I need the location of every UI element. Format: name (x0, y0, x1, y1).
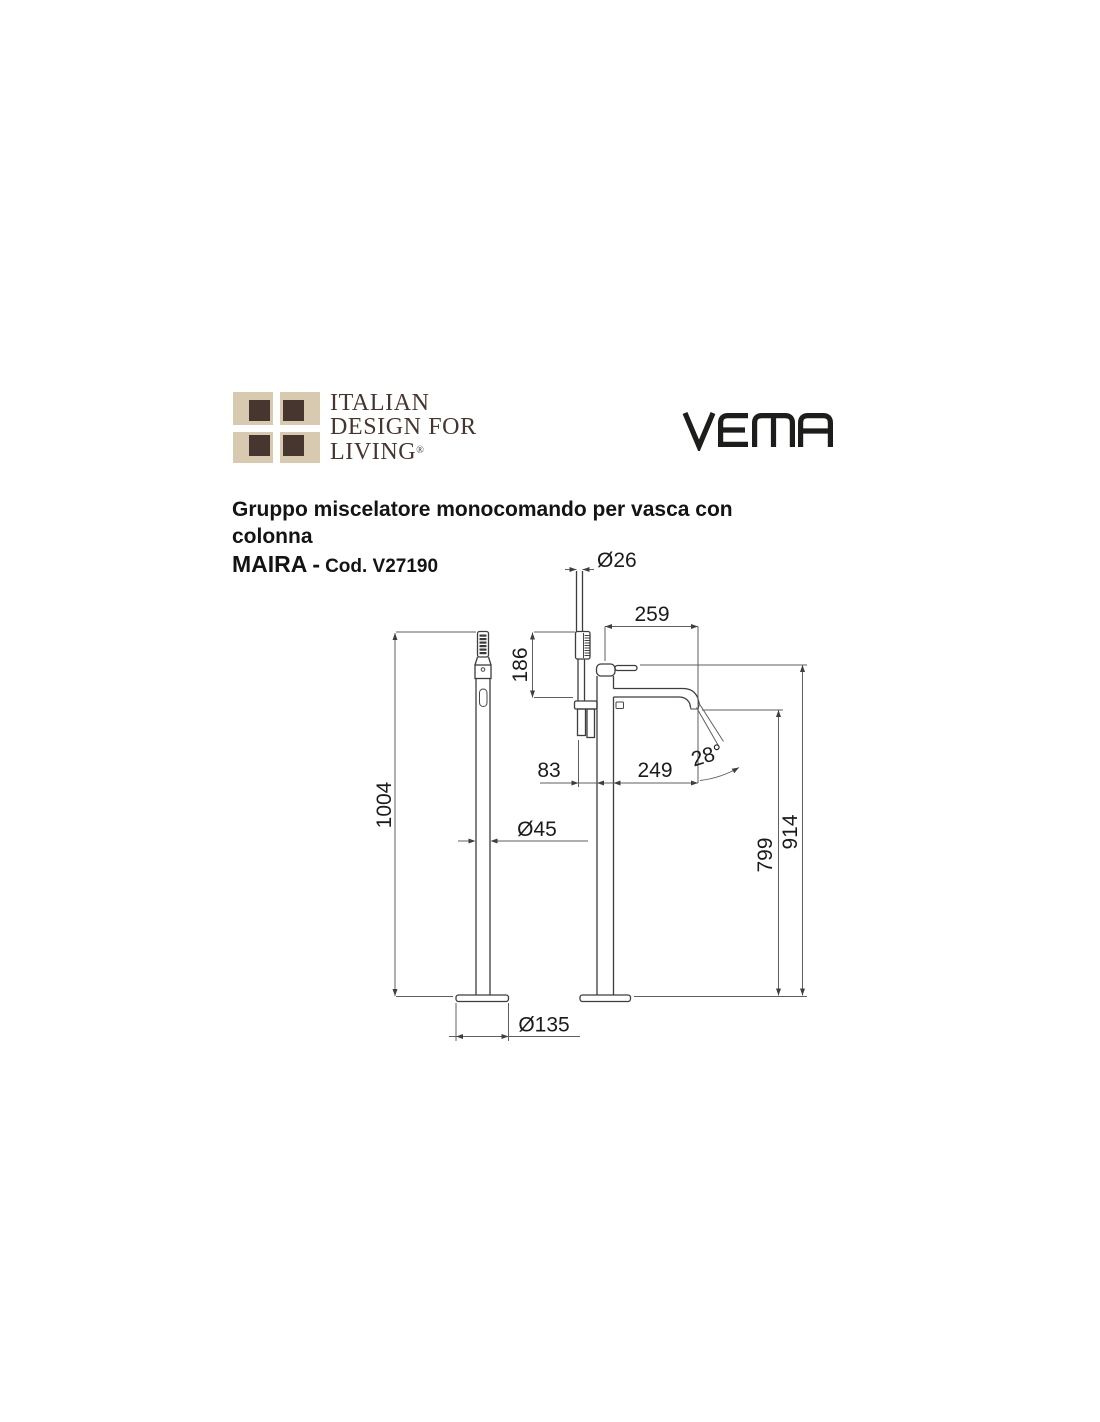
dim-label-spout-angle: 28° (688, 740, 726, 772)
vema-logo (678, 401, 840, 451)
idfl-logo-tile (233, 432, 273, 463)
dim-label-spout-reach-upper: 259 (634, 603, 670, 626)
dim-label-spout-reach-lower: 249 (637, 759, 673, 782)
product-title-line2: colonna (232, 524, 313, 548)
technical-drawing (370, 548, 820, 1045)
idfl-logo (233, 392, 320, 463)
model-code-separator: - (312, 551, 321, 577)
vema-letter-e (721, 416, 748, 445)
registered-mark: ® (416, 445, 424, 456)
vema-letter-a (801, 416, 831, 447)
idfl-logo-square (249, 435, 270, 456)
idfl-logo-tile (233, 392, 273, 425)
dim-label-spout-pipe-diameter: Ø26 (597, 549, 637, 572)
dim-label-outlet-height: 799 (754, 837, 777, 873)
idfl-line1: ITALIAN (330, 390, 430, 416)
idfl-logo-square (249, 400, 270, 421)
dim-label-total-height: 1004 (373, 781, 396, 829)
idfl-line2: DESIGN FOR (330, 414, 477, 440)
dimension-annotations (373, 549, 807, 1041)
side-view-drawing (456, 632, 509, 1002)
product-code: Cod. V27190 (325, 556, 439, 577)
dim-label-base-diameter: Ø135 (518, 1013, 570, 1037)
vema-letter-v (685, 413, 713, 446)
dim-label-handshower-offset: 83 (537, 759, 561, 782)
idfl-logo-text (330, 391, 477, 464)
dim-label-column-diameter: Ø45 (517, 818, 557, 841)
idfl-logo-tile (280, 432, 320, 463)
idfl-logo-square (283, 435, 304, 456)
dim-label-handshower-height: 186 (509, 647, 532, 683)
vema-letter-m (755, 416, 793, 447)
product-title-line1: Gruppo miscelatore monocomando per vasca con (232, 498, 733, 521)
idfl-logo-tile (280, 392, 320, 425)
front-view-drawing (575, 571, 700, 1002)
idfl-logo-square (283, 400, 304, 421)
idfl-line3: LIVING® (330, 439, 424, 465)
dim-label-mixer-top-height: 914 (779, 814, 802, 850)
product-model: MAIRA (232, 551, 308, 577)
